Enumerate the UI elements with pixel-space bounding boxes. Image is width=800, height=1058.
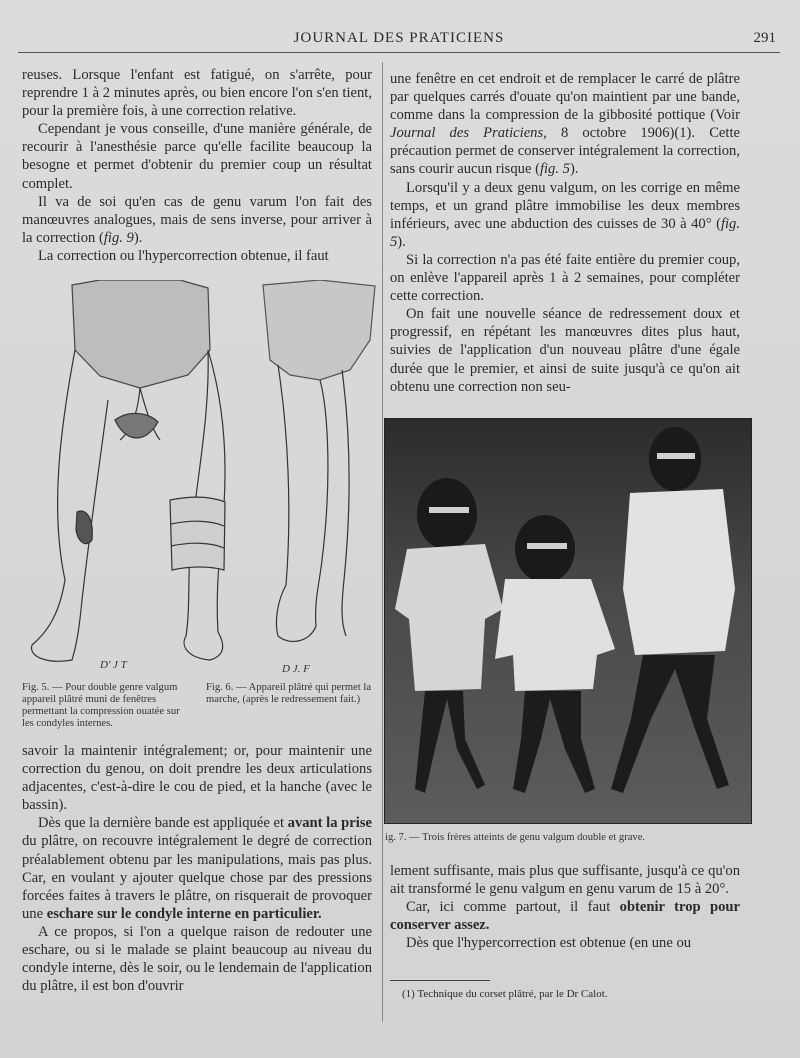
paragraph: Cependant je vous conseille, d'une manière générale, de recourir à l'anesthésie parce qu'elle facilite beaucoup la besogne et permet d'obtenir du premier coup un résultat complet. [22, 121, 372, 192]
paragraph: Si la correction n'a pas été faite entière du premier coup, on enlève l'appareil après 1 à 2 semaines, pour compléter cette correction. [390, 251, 740, 305]
left-column-bottom [22, 742, 372, 995]
figure-5-caption: Fig. 5. — Pour double genre valgum appareil plâtré muni de fenêtres permettant la compression ouatée sur les condyles internes. [22, 682, 180, 729]
photo-figure-7 [385, 419, 751, 823]
right-column-bottom [390, 862, 740, 952]
photo-three-brothers [384, 418, 752, 824]
paragraph: Car, ici comme partout, il faut obtenir trop pour conserver assez. [390, 899, 740, 934]
column-divider [382, 62, 383, 1022]
paragraph: La correction ou l'hypercorrection obtenue, il faut [38, 247, 329, 264]
paragraph: Dès que l'hypercorrection est obtenue (en une ou [406, 935, 692, 952]
figures-5-6 [20, 280, 380, 680]
figure-6-caption: Fig. 6. — Appareil plâtré qui permet la marche, (après le redressement fait.) [206, 682, 372, 705]
paragraph: Lorsqu'il y a deux genu valgum, on les corrige en même temps, et un grand plâtre immobilise les deux membres inférieurs, avec une abduction des cuisses de 30 à 40° (fig. 5). [390, 179, 740, 250]
journal-title: JOURNAL DES PRATICIENS [293, 30, 505, 46]
paragraph: lement suffisante, mais plus que suffisante, jusqu'à ce qu'on ait transformé le genu valgum en genu varum de 15 à 20°. [390, 863, 740, 898]
paragraph: une fenêtre en cet endroit et de remplacer le carré de plâtre par quelques carrés d'ouate qu'on maintient par une bande, comme dans la compression de la gibbosité pottique (Voir Journal des Praticiens, 8 octobre 1906)(1). Cette précaution permet de conserver intégralement la correction, sans courir aucun risque (fig. 5). [390, 71, 740, 178]
footnote: (1) Technique du corset plâtré, par le Dr Calot. [402, 988, 608, 1000]
paragraph: On fait une nouvelle séance de redressement doux et progressif, en répétant les manœuvres dites plus haut, suivies de l'application d'un nouveau plâtre d'une égale durée que le premier, et ainsi de suite jusqu'à ce qu'on ait obtenu une correction non seu- [390, 306, 740, 395]
paragraph: reuses. Lorsque l'enfant est fatigué, on s'arrête, pour reprendre 1 à 2 minutes après, ou bien encore l'on s'en tient, pour la première fois, à une correction relative. [22, 67, 372, 120]
page-number: 291 [753, 30, 776, 46]
paragraph: A ce propos, si l'on a quelque raison de redouter une eschare, ou si le malade se plaint beaucoup au niveau du condyle interne, dès le soir, ou le lendemain de l'application du plâtre, il est bon d'ouvrir [22, 923, 372, 995]
paragraph: savoir la maintenir intégralement; or, pour maintenir une correction du genou, on doit prendre les deux articulations adjacentes, c'est-à-dire le cou de pied, et la hanche (avec le bassin). [22, 743, 372, 814]
left-column-top [22, 66, 372, 265]
paragraph: Il va de soi qu'en cas de genu varum l'on fait des manœuvres analogues, mais de sens inverse, pour arriver à la correction (fig. 9). [22, 193, 372, 246]
footnote-divider [390, 980, 490, 981]
right-column-top [390, 70, 740, 396]
leg-drawings [20, 280, 380, 680]
page-header [18, 30, 780, 53]
svg-text:D' J T: D' J T [100, 659, 127, 671]
svg-text:D J. F: D J. F [282, 663, 310, 675]
paragraph: Dès que la dernière bande est appliquée et avant la prise du plâtre, on recouvre intégralement le degré de correction préalablement obtenu par les manipulations, mais pas plus. Car, en voulant y ajouter quelque chose par des pressions forcées faites à travers le plâtre, on risquerait de provoquer une eschare sur le condyle interne en particulier. [22, 815, 372, 922]
figure-7-caption: ig. 7. — Trois frères atteints de genu valgum double et grave. [385, 832, 646, 843]
